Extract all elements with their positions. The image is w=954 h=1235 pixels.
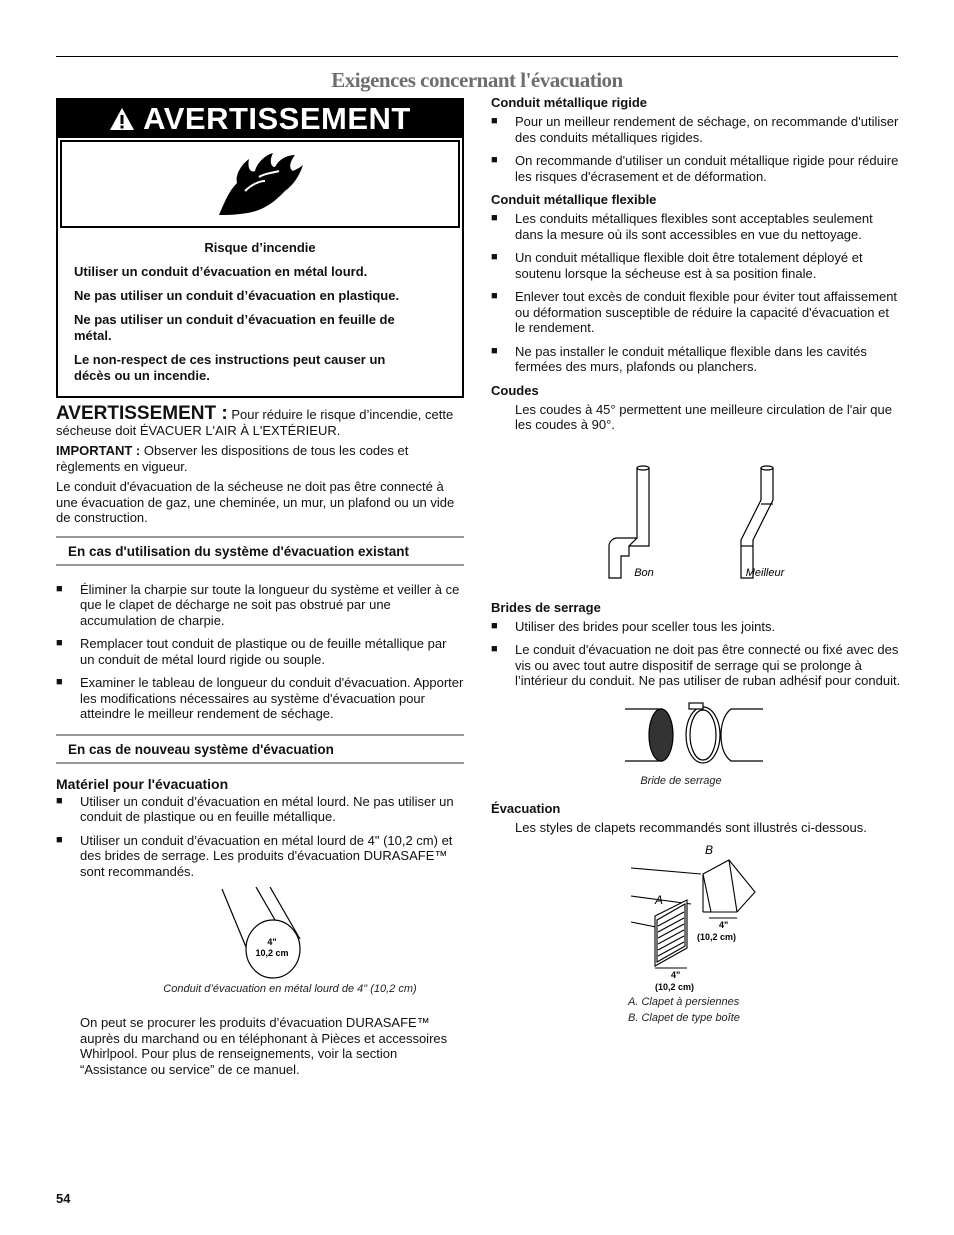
- list-item: ■ Remplacer tout conduit de plastique ou de feuille métallique par un conduit de métal lourd rigide ou souple.: [56, 636, 464, 667]
- hood-label-a: A: [655, 893, 664, 907]
- risk-title: Risque d’incendie: [204, 240, 316, 255]
- section-existing-heading: En cas d'utilisation du système d'évacuation existant: [56, 536, 464, 566]
- left-column: [56, 98, 464, 1082]
- elbow-label-better: Meilleur: [745, 566, 785, 579]
- list-item: ■ Ne pas installer le conduit métallique flexible dans les cavités fermées des murs, plafonds ou planchers.: [491, 344, 901, 375]
- warning-paragraph: [56, 403, 464, 438]
- hood-illustration: [491, 840, 901, 1040]
- hood-caption-b: B. Clapet de type boîte: [628, 1012, 740, 1024]
- hood-a-dim-inch: 4": [671, 970, 681, 980]
- warning-line: Le non-respect de ces instructions peut causer un décès ou un incendie.: [74, 352, 386, 383]
- warning-line: Utiliser un conduit d’évacuation en métal lourd.: [74, 264, 368, 279]
- elbow-label-good: Bon: [634, 566, 654, 579]
- elbow-heading: Coudes: [491, 382, 539, 398]
- list-item: ■ Les conduits métalliques flexibles sont acceptables seulement dans la mesure où ils sont accessibles en vue du nettoyage.: [491, 211, 901, 242]
- duct-label-inches: 4": [267, 937, 277, 947]
- section-new-heading: En cas de nouveau système d'évacuation: [56, 734, 464, 764]
- closing-paragraph: On peut se procurer les produits d’évacuation DURASAFE™ auprès du marchand ou en téléphonant à Pièces et accessoires Whirlpool. Pour plus de renseignements, voir la section “Assistance ou service” de ce manuel.: [80, 1015, 448, 1077]
- hood-b-dim-inch: 4": [719, 920, 729, 930]
- list-item: ■ Enlever tout excès de conduit flexible pour éviter tout affaissement ou déformation susceptible de réduire la capacité d'évacuation et le rendement.: [491, 289, 901, 336]
- heavy-duct-icon: [56, 887, 464, 987]
- fire-panel: [60, 140, 460, 228]
- clamp-illustration: [491, 697, 901, 793]
- hood-a-dim-cm: (10,2 cm): [655, 982, 695, 992]
- materiel-heading: Matériel pour l'évacuation: [56, 775, 229, 792]
- exhaust-heading: Évacuation: [491, 800, 561, 816]
- important-text: Observer les dispositions de tous les codes et règlements en vigueur.: [56, 443, 409, 474]
- rigid-list: [491, 114, 901, 184]
- top-rule: [56, 56, 898, 57]
- warning-triangle-icon: [109, 107, 135, 131]
- vent-hood-icon: [491, 840, 901, 1000]
- page-number: 54: [56, 1191, 71, 1206]
- rigid-heading: Conduit métallique rigide: [491, 95, 648, 110]
- list-item: ■ On recommande d'utiliser un conduit métallique rigide pour réduire les risques d'écrasement et de déformation.: [491, 153, 901, 184]
- list-item: ■ Le conduit d'évacuation ne doit pas être connecté ou fixé avec des vis ou avec tout autre dispositif de serrage qui se prolonge à l’intérieur du conduit. Ne pas utiliser de ruban adhésif pour conduit.: [491, 642, 901, 689]
- elbow-illustration: [491, 438, 901, 608]
- list-item: ■ Éliminer la charpie sur toute la longueur du système et veiller à ce que le clapet de décharge ne soit pas obstrué par une accumulation de charpie.: [56, 582, 464, 629]
- warning-label: AVERTISSEMENT :: [56, 403, 228, 424]
- clamp-list: [491, 619, 901, 689]
- clamp-icon: [491, 697, 901, 773]
- list-item: ■ Utiliser des brides pour sceller tous les joints.: [491, 619, 901, 635]
- warning-line: Ne pas utiliser un conduit d’évacuation en plastique.: [74, 288, 400, 303]
- existing-list: [56, 582, 464, 722]
- right-column: [491, 92, 901, 1040]
- materiel-list: [56, 794, 464, 880]
- flex-list: [491, 211, 901, 375]
- clamp-caption: Bride de serrage: [640, 774, 722, 787]
- duct-caption: Conduit d’évacuation en métal lourd de 4" (10,2 cm): [163, 983, 417, 995]
- important-label: IMPORTANT :: [56, 443, 141, 458]
- important-paragraph: [56, 443, 464, 474]
- warning-box: [56, 98, 464, 398]
- intro-paragraph: Le conduit d'évacuation de la sécheuse ne doit pas être connecté à une évacuation de gaz, une cheminée, un mur, un plafond ou un vide de construction.: [56, 479, 455, 525]
- list-item: ■ Utiliser un conduit d’évacuation en métal lourd. Ne pas utiliser un conduit de plastique ou en feuille métallique.: [56, 794, 464, 825]
- fire-icon: [215, 151, 305, 217]
- duct-illustration: [56, 887, 464, 1007]
- flex-heading: Conduit métallique flexible: [491, 192, 657, 207]
- exhaust-text: Les styles de clapets recommandés sont illustrés ci-dessous.: [515, 819, 867, 835]
- page-title: Exigences concernant l'évacuation: [331, 68, 623, 92]
- elbow-text: Les coudes à 45° permettent une meilleure circulation de l'air que les coudes à 90°.: [515, 401, 892, 432]
- duct-label-cm: 10,2 cm: [255, 948, 289, 958]
- hood-b-dim-cm: (10,2 cm): [697, 932, 737, 942]
- warning-text: Pour réduire le risque d’incendie, cette sécheuse doit ÉVACUER L'AIR À L'EXTÉRIEUR.: [56, 407, 454, 438]
- list-item: ■ Un conduit métallique flexible doit être totalement déployé et soutenu lorsque la sécheuse est à sa position finale.: [491, 250, 901, 281]
- hood-caption-a: A. Clapet à persiennes: [628, 996, 740, 1008]
- list-item: ■ Pour un meilleur rendement de séchage, on recommande d'utiliser des conduits métalliques rigides.: [491, 114, 901, 145]
- list-item: ■ Utiliser un conduit d’évacuation en métal lourd de 4" (10,2 cm) et des brides de serrage. Les produits d'évacuation DURASAFE™ sont recommandés.: [56, 833, 464, 880]
- clamp-heading: Brides de serrage: [491, 599, 601, 615]
- elbow-icon: [491, 438, 901, 588]
- warning-header: [58, 100, 462, 138]
- warning-header-text: AVERTISSEMENT: [143, 101, 411, 136]
- warning-body: [58, 230, 462, 396]
- hood-label-b: B: [705, 843, 714, 857]
- list-item: ■ Examiner le tableau de longueur du conduit d'évacuation. Apporter les modifications nécessaires au système d'évacuation pour atteindre le meilleur rendement de séchage.: [56, 675, 464, 722]
- warning-line: Ne pas utiliser un conduit d’évacuation en feuille de métal.: [74, 312, 395, 343]
